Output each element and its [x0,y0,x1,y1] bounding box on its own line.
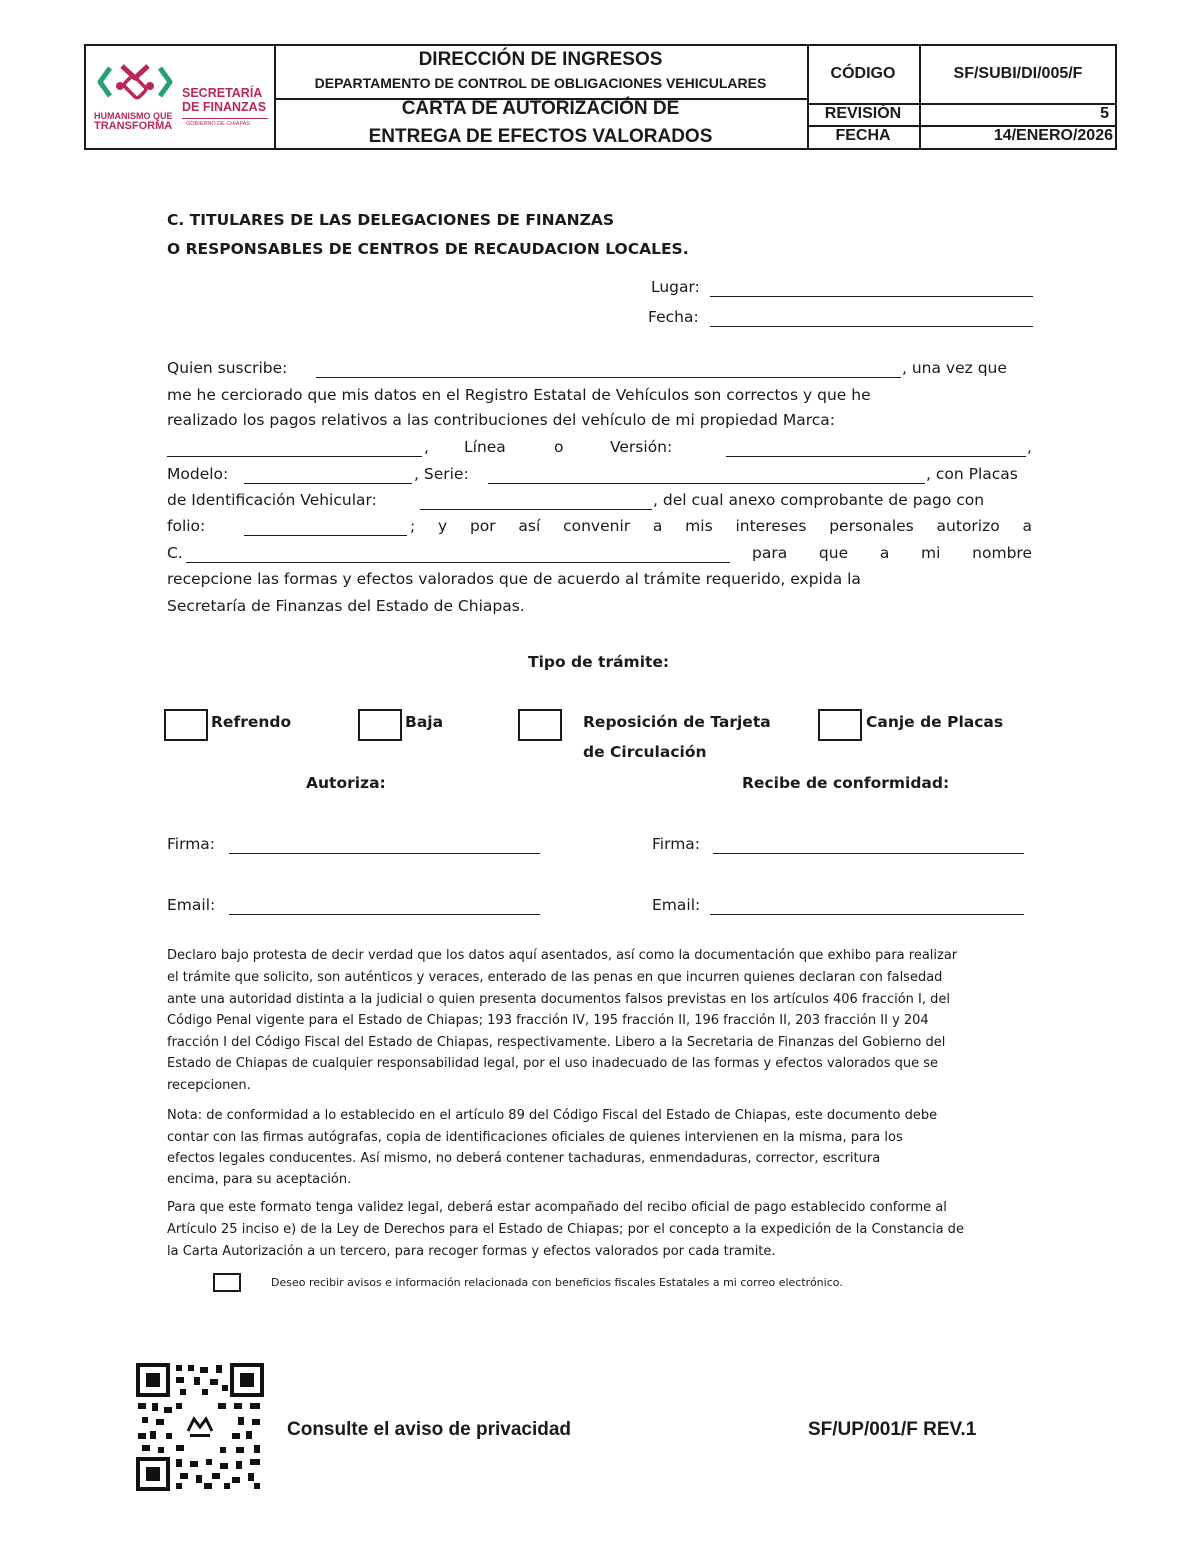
date-value: 14/ENERO/2026 [993,127,1113,144]
o-label: o [554,438,564,456]
body-line3: realizado los pagos relativos a las contribuciones del vehículo de mi propiedad Marca: [167,411,836,429]
body-line2: me he cerciorado que mis datos en el Registro Estatal de Vehículos son correctos y que he [167,386,871,404]
del-cual-text: , del cual anexo comprobante de pago con [653,491,985,509]
secretaria-finanzas-logo [90,52,270,144]
direction-title: DIRECCIÓN DE INGRESOS [418,49,663,70]
folio-label: folio: [167,517,206,535]
form-title-line2: ENTREGA DE EFECTOS VALORADOS [368,126,713,147]
privacy-notice-text[interactable]: Consulte el aviso de privacidad [287,1419,572,1440]
recibe-title: Recibe de conformidad: [742,774,950,792]
nota-line-1: Nota: de conformidad a lo establecido en el artículo 89 del Código Fiscal del Estado de Chiapas, este documento debe [167,1108,938,1123]
logo-emblem-icon [96,62,174,104]
logo-gobierno: GOBIERNO DE CHIAPAS [186,121,251,127]
declaration-line-5: fracción I del Código Fiscal del Estado de Chiapas, respectivamente. Libero a la Secretaria de Finanzas del Gobierno del [167,1035,946,1050]
validez-line-1: Para que este formato tenga validez legal, deberá estar acompañado del recibo oficial de pago establecido conforme al [167,1200,947,1215]
serie-field[interactable] [488,483,925,484]
declaration-line-4: Código Penal vigente para el Estado de Chiapas; 193 fracción IV, 195 fracción II, 196 fracción II, 203 fracción II y 204 [167,1013,929,1028]
con-placas-text: , con Placas [926,465,1018,483]
firma-recibe-label: Firma: [652,835,701,853]
avisos-checkbox[interactable] [213,1273,241,1292]
logo-de-finanzas: DE FINANZAS [182,100,267,114]
nota-line-2: contar con las firmas autógrafas, copia de identificaciones oficiales de quienes intervienen en la misma, para los [167,1130,903,1145]
logo-divider [182,118,268,119]
modelo-field[interactable] [244,483,412,484]
c-label: C. [167,544,183,562]
form-title-line1: CARTA DE AUTORIZACIÓN DE [401,98,680,119]
reposicion-label-line1: Reposición de Tarjeta [583,713,771,731]
firma-autoriza-field[interactable] [229,853,540,854]
validez-line-2: Artículo 25 inciso e) de la Ley de Derechos para el Estado de Chiapas; por el concepto a la expedición de la Constancia de [167,1222,964,1237]
authorized-person-field[interactable] [186,562,730,563]
version-field[interactable] [726,456,1026,457]
canje-placas-checkbox[interactable] [818,709,862,741]
date-field-label: Fecha: [648,308,699,326]
department-title: DEPARTAMENTO DE CONTROL DE OBLIGACIONES VEHICULARES [314,75,767,91]
email-recibe-field[interactable] [710,914,1024,915]
suscribe-name-field[interactable] [316,377,901,378]
footer-form-code: SF/UP/001/F REV.1 [808,1419,977,1440]
declaration-line-6: Estado de Chiapas de cualquier responsabilidad legal, por el uso inadecuado de las formas y efectos valorados que se [167,1056,938,1071]
folio-field[interactable] [244,535,407,536]
identificacion-label: de Identificación Vehicular: [167,491,377,509]
place-field[interactable] [710,296,1033,297]
baja-label: Baja [405,713,444,731]
header-table [84,44,1117,150]
logo-humanismo: HUMANISMO QUE [94,111,173,121]
code-value: SF/SUBI/DI/005/F [953,65,1083,82]
nota-line-4: encima, para su aceptación. [167,1172,352,1187]
una-vez-que-text: , una vez que [902,359,1007,377]
email-recibe-label: Email: [652,896,701,914]
linea-label: Línea [464,438,506,456]
email-autoriza-label: Email: [167,896,216,914]
revision-value: 5 [1100,105,1109,122]
email-autoriza-field[interactable] [229,914,540,915]
baja-checkbox[interactable] [358,709,402,741]
addressee-line2: O RESPONSABLES DE CENTROS DE RECAUDACION LOCALES. [167,240,689,258]
autorizo-text: ; y por así convenir a mis intereses personales autorizo a [410,517,1032,535]
code-label: CÓDIGO [830,65,896,82]
validez-line-3: la Carta Autorización a un tercero, para recoger formas y efectos valorados por cada tramite. [167,1244,776,1259]
declaration-line-7: recepcionen. [167,1078,251,1093]
nota-line-3: efectos legales conducentes. Así mismo, no deberá contener tachaduras, enmendaduras, corrector, escritura [167,1151,881,1166]
serie-label: , Serie: [414,465,469,483]
avisos-label: Deseo recibir avisos e información relacionada con beneficios fiscales Estatales a mi correo electrónico. [271,1276,843,1289]
firma-autoriza-label: Firma: [167,835,216,853]
tramite-title: Tipo de trámite: [528,653,670,671]
privacy-qr-code-icon[interactable] [136,1363,264,1491]
firma-recibe-field[interactable] [713,853,1024,854]
addressee-line1: C. TITULARES DE LAS DELEGACIONES DE FINANZAS [167,211,615,229]
version-label: Versión: [610,438,673,456]
date-label: FECHA [835,127,891,144]
modelo-label: Modelo: [167,465,229,483]
declaration-line-3: ante una autoridad distinta a la judicial o quien presenta documentos falsos previstas en los artículos 406 fracción I, del [167,992,951,1007]
reposicion-label-line2: de Circulación [583,743,707,761]
logo-transforma: TRANSFORMA [94,120,173,132]
marca-comma: , [424,438,429,456]
canje-placas-label: Canje de Placas [866,713,1004,731]
logo-secretaria: SECRETARÍA [182,86,263,100]
refrendo-label: Refrendo [211,713,292,731]
autoriza-title: Autoriza: [306,774,386,792]
date-field[interactable] [710,326,1033,327]
body-line9: recepcione las formas y efectos valorados que de acuerdo al trámite requerido, expida la [167,570,861,588]
para-que-text: para que a mi nombre [752,544,1032,562]
placas-field[interactable] [420,509,652,510]
place-label: Lugar: [651,278,700,296]
quien-suscribe-label: Quien suscribe: [167,359,288,377]
version-comma: , [1027,438,1032,456]
reposicion-checkbox[interactable] [518,709,562,741]
revision-label: REVISIÓN [824,105,902,122]
marca-field[interactable] [167,456,422,457]
declaration-line-2: el trámite que solicito, son auténticos y veraces, enterado de las penas en que incurren quienes declaran con falsedad [167,970,943,985]
refrendo-checkbox[interactable] [164,709,208,741]
declaration-line-1: Declaro bajo protesta de decir verdad que los datos aquí asentados, así como la documentación que exhibo para realizar [167,948,958,963]
body-line10: Secretaría de Finanzas del Estado de Chiapas. [167,597,525,615]
